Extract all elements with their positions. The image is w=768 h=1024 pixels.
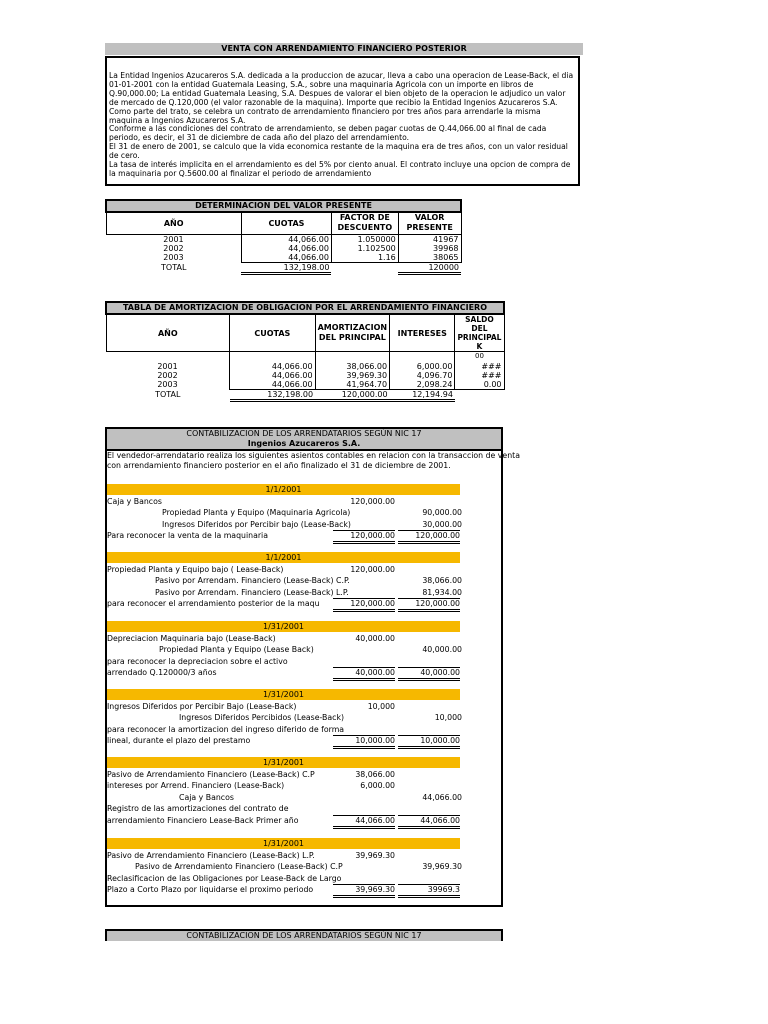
journal-account: Plazo a Corto Plazo por liquidarse el proximo periodo bbox=[107, 885, 314, 895]
journal-account: Propiedad Planta y Equipo (Maquinaria Agricola) bbox=[162, 508, 351, 518]
journal-line bbox=[107, 712, 462, 723]
journal-debit: 120,000.00 bbox=[333, 598, 395, 612]
journal-account: Ingresos Diferidos Percibidos (Lease-Back) bbox=[179, 713, 345, 723]
amort-cell: 0.00 bbox=[455, 380, 504, 390]
journal-entry-date: 1/31/2001 bbox=[107, 621, 460, 632]
pv-total-cuotas: 132,198.00 bbox=[241, 262, 331, 273]
amort-header-amortizacion: AMORTIZACION DEL PRINCIPAL bbox=[315, 314, 390, 352]
intro-text-box bbox=[105, 56, 580, 186]
journal-account: para reconocer la depreciacion sobre el activo bbox=[107, 656, 288, 666]
journal-line bbox=[107, 701, 462, 712]
amort-cell: 39,969.30 bbox=[315, 371, 390, 380]
pv-cell: 1.16 bbox=[331, 253, 398, 263]
table-row bbox=[106, 253, 461, 263]
journal-account: para reconocer el arrendamiento posterior de la maqu bbox=[107, 599, 320, 609]
journal-credit: 90,000.00 bbox=[422, 508, 462, 518]
amort-cell: 44,066.00 bbox=[230, 380, 316, 390]
amort-cell: 2003 bbox=[157, 379, 178, 389]
table-row bbox=[106, 234, 461, 244]
journal-account: Depreciacion Maquinaria bajo (Lease-Back) bbox=[107, 634, 276, 643]
pv-cell: 2003 bbox=[163, 252, 184, 262]
pv-total-valor: 120000 bbox=[398, 262, 461, 273]
journal-account: Ingresos Diferidos por Percibir bajo (Lease-Back) bbox=[162, 519, 351, 529]
amort-cell: 38,066.00 bbox=[315, 362, 390, 371]
journal-credit: 30,000.00 bbox=[422, 519, 462, 529]
journal-line bbox=[107, 724, 462, 735]
amort-cell: 41,964.70 bbox=[315, 380, 390, 390]
journal-line bbox=[107, 507, 462, 518]
pv-total-label: TOTAL bbox=[161, 263, 187, 272]
table-row bbox=[106, 362, 504, 371]
journal-line bbox=[107, 644, 462, 655]
journal-debit: 44,066.00 bbox=[333, 815, 395, 829]
journal-line bbox=[107, 815, 462, 826]
intro-paragraph-1: La Entidad Ingenios Azucareros S.A. dedicada a la produccion de azucar, lleva a cabo una operacion de Lease-Back, el dia 01-01-2001 con la entidad Guatemala Leasing, S.A., sobre una maquinaria Agricola con un importe en libros de Q.90,000.00; La entidad Guatemala Leasing, S.A. Despues de valorar el bien objeto de la operacion le adjudico un valor de mercado de Q.120,000 (el valor razonable de la maquina). Importe que recibio la Entidad Ingenios Azucareros S.A. Como parte del trato, se celebra un contrato de arrendamiento financiero por tres años para arrendarle la misma maquina a Ingenios Azucareros S.A. bbox=[109, 71, 574, 125]
journal-account: Caja y Bancos bbox=[107, 497, 162, 506]
amort-table-title: TABLA DE AMORTIZACION DE OBLIGACION POR EL ARRENDAMIENTO FINANCIERO bbox=[106, 302, 504, 314]
journal-account: Propiedad Planta y Equipo bajo ( Lease-Back) bbox=[107, 565, 284, 574]
journal-account: Pasivo de Arrendamiento Financiero (Lease-Back) C.P bbox=[107, 770, 315, 779]
amort-cell: ### bbox=[455, 362, 504, 371]
pv-cell: 41967 bbox=[398, 234, 461, 244]
journal-credit: 44,066.00 bbox=[422, 792, 462, 802]
amort-saldo-initial: 00 bbox=[455, 352, 504, 362]
amort-cell: 44,066.00 bbox=[230, 362, 316, 371]
pv-cell: 2001 bbox=[163, 234, 184, 244]
amort-total-amortizacion: 120,000.00 bbox=[315, 389, 390, 400]
pv-cell: 2002 bbox=[163, 243, 184, 253]
journal-entry-date: 1/31/2001 bbox=[107, 689, 460, 700]
amortization-table bbox=[105, 301, 505, 402]
table-row bbox=[106, 371, 504, 380]
journal-credit: 120,000.00 bbox=[398, 530, 460, 544]
journal-debit: 6,000.00 bbox=[360, 781, 395, 791]
journal-account: Pasivo de Arrendamiento Financiero (Lease-Back) C.P bbox=[135, 862, 343, 872]
pv-table-title: DETERMINACION DEL VALOR PRESENTE bbox=[106, 200, 461, 212]
pv-cell: 1.050000 bbox=[331, 234, 398, 244]
table-row-total bbox=[106, 389, 504, 400]
journal-line bbox=[107, 884, 462, 895]
pv-cell: 44,066.00 bbox=[241, 253, 331, 263]
journal-debit: 10,000 bbox=[367, 702, 395, 711]
pv-cell: 44,066.00 bbox=[241, 234, 331, 244]
journal-line bbox=[107, 587, 462, 598]
amort-cell: 2001 bbox=[157, 361, 178, 371]
journal-line bbox=[107, 530, 462, 541]
journal-account: arrendamiento Financiero Lease-Back Primer año bbox=[107, 815, 299, 825]
amort-cell: 2002 bbox=[157, 370, 178, 380]
amort-header-year: AÑO bbox=[106, 314, 230, 352]
journal-entry-date: 1/31/2001 bbox=[107, 838, 460, 849]
journal-entry-date: 1/31/2001 bbox=[107, 757, 460, 768]
pv-cell: 38065 bbox=[398, 253, 461, 263]
pv-header-year: AÑO bbox=[106, 212, 241, 234]
amort-cell: 4,096.70 bbox=[390, 371, 455, 380]
amort-total-label: TOTAL bbox=[155, 390, 181, 399]
pv-cell: 1.102500 bbox=[331, 244, 398, 253]
document-title: VENTA CON ARRENDAMIENTO FINANCIERO POSTERIOR bbox=[105, 43, 583, 55]
table-row-total bbox=[106, 262, 461, 273]
pv-header-cuotas: CUOTAS bbox=[241, 212, 331, 234]
journal-credit: 40,000.00 bbox=[398, 667, 460, 681]
journal-line bbox=[107, 519, 462, 530]
journal-account: Para reconocer la venta de la maquinaria bbox=[107, 531, 268, 541]
journal-account: Pasivo por Arrendam. Financiero (Lease-Back) L.P. bbox=[155, 587, 349, 597]
journal-credit: 39969.3 bbox=[398, 884, 460, 898]
amort-cell: 44,066.00 bbox=[230, 371, 316, 380]
journal-line bbox=[107, 861, 462, 872]
journal-debit: 120,000.00 bbox=[350, 565, 395, 574]
journal-line bbox=[107, 803, 462, 814]
journal-debit: 39,969.30 bbox=[355, 851, 395, 860]
journal-account: arrendado Q.120000/3 años bbox=[107, 668, 217, 678]
journal-entry-date: 1/1/2001 bbox=[107, 484, 460, 495]
pv-cell: 39968 bbox=[398, 244, 461, 253]
journal-line bbox=[107, 735, 462, 746]
journal-debit: 39,969.30 bbox=[333, 884, 395, 898]
journal-account: Ingresos Diferidos por Percibir Bajo (Lease-Back) bbox=[107, 702, 297, 711]
journal-debit: 40,000.00 bbox=[355, 634, 395, 643]
journal-account: intereses por Arrend. Financiero (Lease-Back) bbox=[107, 781, 285, 791]
journal-credit: 39,969.30 bbox=[422, 862, 462, 872]
journal-line bbox=[107, 850, 462, 861]
footer-section-title: CONTABILIZACION DE LOS ARRENDATARIOS SEGÚN NIC 17 bbox=[105, 929, 503, 941]
accounting-section-title: CONTABILIZACION DE LOS ARRENDATARIOS SEGÚN NIC 17 bbox=[186, 429, 422, 438]
journal-credit: 10,000 bbox=[434, 713, 462, 723]
amort-cell: 6,000.00 bbox=[390, 362, 455, 371]
journal-account: Registro de las amortizaciones del contrato de bbox=[107, 804, 289, 814]
pv-header-factor: FACTOR DE DESCUENTO bbox=[331, 212, 398, 234]
table-row bbox=[106, 244, 461, 253]
journal-credit: 44,066.00 bbox=[398, 815, 460, 829]
pv-header-valor: VALOR PRESENTE bbox=[398, 212, 461, 234]
journal-account: para reconocer la amortizacion del ingreso diferido de forma bbox=[107, 724, 345, 734]
journal-account: Caja y Bancos bbox=[179, 792, 234, 802]
journal-line bbox=[107, 564, 462, 575]
journal-debit: 120,000.00 bbox=[350, 497, 395, 506]
amort-header-cuotas: CUOTAS bbox=[230, 314, 316, 352]
journal-debit: 10,000.00 bbox=[333, 735, 395, 749]
intro-paragraph-2: Conforme a las condiciones del contrato de arrendamiento, se deben pagar cuotas de Q.44,066.00 al final de cada periodo, es decir, el 31 de diciembre de cada año del plazo del arrendamiento. bbox=[109, 124, 547, 143]
journal-line bbox=[107, 575, 462, 586]
pv-cell: 44,066.00 bbox=[241, 244, 331, 253]
intro-paragraph-4: La tasa de interés implicita en el arrendamiento es del 5% por ciento anual. El contrato incluye una opcion de compra de la maquinaria por Q.5600.00 al finalizar el periodo de arrendamiento bbox=[109, 160, 571, 178]
journal-line bbox=[107, 667, 462, 678]
journal-line bbox=[107, 656, 462, 667]
company-name: Ingenios Azucareros S.A. bbox=[247, 439, 361, 448]
journal-credit: 120,000.00 bbox=[398, 598, 460, 612]
amort-header-saldo: SALDO DEL PRINCIPAL K bbox=[455, 314, 504, 352]
journal-credit: 38,066.00 bbox=[422, 576, 462, 586]
journal-credit: 40,000.00 bbox=[422, 645, 462, 655]
journal-account: Pasivo por Arrendam. Financiero (Lease-Back) C.P. bbox=[155, 576, 350, 586]
journal-entry-date: 1/1/2001 bbox=[107, 552, 460, 563]
journal-line bbox=[107, 792, 462, 803]
journal-line bbox=[107, 633, 462, 644]
journal-line bbox=[107, 780, 462, 791]
amort-total-cuotas: 132,198.00 bbox=[230, 389, 316, 400]
journal-credit: 81,934.00 bbox=[422, 587, 462, 597]
accounting-section-header bbox=[105, 427, 503, 451]
journal-line bbox=[107, 873, 462, 884]
table-row bbox=[106, 380, 504, 390]
journal-line bbox=[107, 598, 462, 609]
journal-account: Reclasificacion de las Obligaciones por Lease-Back de Largo bbox=[107, 873, 342, 883]
amort-header-intereses: INTERESES bbox=[390, 314, 455, 352]
journal-debit: 40,000.00 bbox=[333, 667, 395, 681]
journal-account: Propiedad Planta y Equipo (Lease Back) bbox=[159, 645, 314, 655]
intro-paragraph-3: El 31 de enero de 2001, se calculo que la vida economica restante de la maquina era de tres años, con un valor residual de cero. bbox=[109, 142, 568, 161]
journal-debit: 120,000.00 bbox=[333, 530, 395, 544]
journal-line bbox=[107, 496, 462, 507]
present-value-table bbox=[105, 199, 462, 275]
accounting-description: El vendedor-arrendatario realiza los siguientes asientos contables en relacion con la transaccion de venta con arrendamiento financiero posterior en el año finalizado el 31 de diciembre de 2001. bbox=[107, 451, 520, 470]
journal-credit: 10,000.00 bbox=[398, 735, 460, 749]
amort-cell: 2,098.24 bbox=[390, 380, 455, 390]
journal-account: lineal, durante el plazo del prestamo bbox=[107, 736, 251, 746]
amort-cell: ### bbox=[455, 371, 504, 380]
journal-line bbox=[107, 769, 462, 780]
amort-total-intereses: 12,194.94 bbox=[390, 389, 455, 400]
journal-account: Pasivo de Arrendamiento Financiero (Lease-Back) L.P. bbox=[107, 851, 315, 860]
journal-debit: 38,066.00 bbox=[355, 770, 395, 779]
